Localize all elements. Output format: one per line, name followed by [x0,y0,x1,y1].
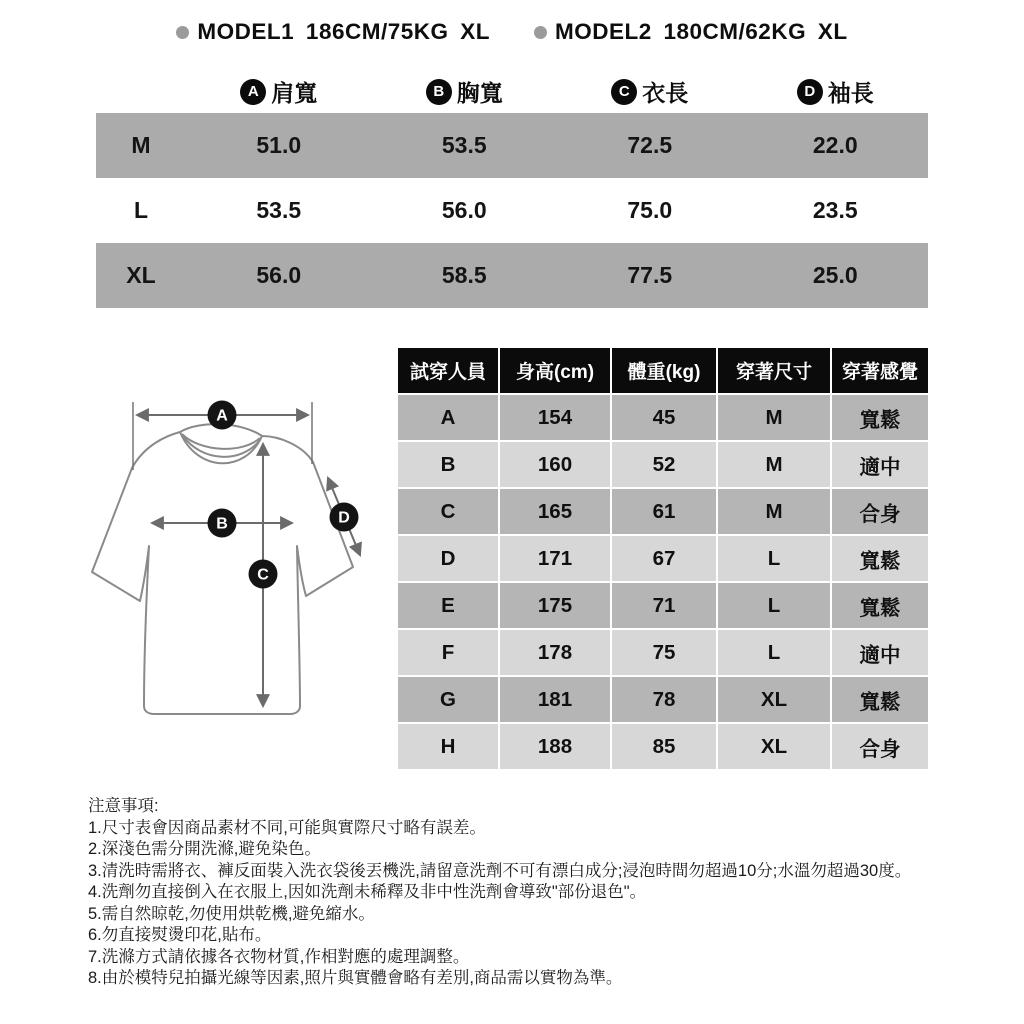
size-table [96,70,928,308]
measure-badge-c: C [611,79,637,105]
fit-table-cell: 寬鬆 [832,583,928,628]
fit-table-header-cell: 穿著感覺 [832,348,928,393]
size-table-row [96,113,928,178]
fit-table-cell: L [718,536,830,581]
fit-table-header-cell: 體重(kg) [612,348,716,393]
size-value-cell: 77.5 [627,262,673,288]
size-column-header [743,75,929,108]
fit-table-cell: 適中 [832,630,928,675]
notes-title: 注意事項: [88,797,159,815]
fit-table-cell: L [718,583,830,628]
model-item [176,19,490,45]
model-item [534,19,848,45]
fit-table-cell: 188 [500,724,610,769]
notes-list [88,818,1024,990]
note-item: 3.清洗時需將衣、褲反面裝入洗衣袋後丟機洗,請留意洗劑不可有漂白成分;浸泡時間勿超過10分;水溫勿超過30度。 [88,861,912,880]
fit-table-cell: 178 [500,630,610,675]
measure-badge-d: D [797,79,823,105]
fit-table [398,348,928,769]
fit-table-cell: 61 [612,489,716,534]
fit-table-cell: 71 [612,583,716,628]
fit-table-header-cell: 試穿人員 [398,348,498,393]
diagram-label-a: A [216,407,228,425]
size-value-cell: 23.5 [812,197,858,223]
size-table-header [96,70,928,113]
fit-table-cell: 寬鬆 [832,536,928,581]
fit-table-cell: 寬鬆 [832,677,928,722]
fit-table-cell: XL [718,724,830,769]
notes-section [88,796,1024,990]
measure-badge-b: B [426,79,452,105]
size-column-label: 胸寬 [456,80,503,106]
size-table-row [96,243,928,308]
diagram-label-d: D [338,509,350,527]
tshirt-outline [92,424,353,714]
bullet-icon [534,26,547,39]
tshirt-measurement-diagram [70,390,390,740]
fit-table-cell: L [718,630,830,675]
size-value-cell: 72.5 [627,132,673,158]
bullet-icon [176,26,189,39]
model-info-bar [0,19,1024,45]
size-value-cell: 25.0 [812,262,858,288]
size-column-header [186,75,372,108]
size-value-cell: 22.0 [812,132,858,158]
fit-table-cell: 45 [612,395,716,440]
model-label: MODEL2 180CM/62KG XL [555,19,848,44]
size-column-label: 衣長 [642,80,689,106]
fit-table-cell: D [398,536,498,581]
fit-table-cell: C [398,489,498,534]
size-value-cell: 53.5 [256,197,302,223]
size-label-cell: L [133,197,149,223]
size-label-cell: M [131,132,151,158]
fit-table-cell: 52 [612,442,716,487]
size-value-cell: 51.0 [256,132,302,158]
note-item: 5.需自然晾乾,勿使用烘乾機,避免縮水。 [88,904,375,923]
fit-table-header-cell: 穿著尺寸 [718,348,830,393]
size-value-cell: 53.5 [441,132,487,158]
fit-table-cell: 165 [500,489,610,534]
fit-table-cell: F [398,630,498,675]
fit-table-cell: XL [718,677,830,722]
fit-table-cell: M [718,442,830,487]
note-item: 4.洗劑勿直接倒入在衣服上,因如洗劑未稀釋及非中性洗劑會導致"部份退色"。 [88,883,647,901]
model-label: MODEL1 186CM/75KG XL [197,19,490,44]
fit-table-cell: M [718,489,830,534]
size-value-cell: 75.0 [627,197,673,223]
fit-table-cell: 合身 [832,724,928,769]
fit-table-cell: B [398,442,498,487]
fit-table-cell: 85 [612,724,716,769]
size-value-cell: 58.5 [441,262,487,288]
fit-table-cell: 181 [500,677,610,722]
size-table-body [96,113,928,308]
fit-table-cell: 寬鬆 [832,395,928,440]
note-item: 6.勿直接熨燙印花,貼布。 [88,926,272,944]
size-label-cell: XL [126,262,156,288]
fit-table-cell: M [718,395,830,440]
fit-table-cell: 175 [500,583,610,628]
note-item: 8.由於模特兒拍攝光線等因素,照片與實體會略有差別,商品需以實物為準。 [88,969,623,987]
note-item: 2.深淺色需分開洗滌,避免染色。 [88,840,321,858]
size-value-cell: 56.0 [256,262,302,288]
diagram-label-b: B [216,515,228,533]
size-column-header [557,75,743,108]
size-column-label: 肩寬 [271,80,318,106]
fit-table-header-cell: 身高(cm) [500,348,610,393]
fit-table-cell: 適中 [832,442,928,487]
fit-table-cell: E [398,583,498,628]
size-table-row [96,178,928,243]
fit-table-cell: 合身 [832,489,928,534]
size-column-header [372,75,558,108]
fit-table-cell: H [398,724,498,769]
note-item: 7.洗滌方式請依據各衣物材質,作相對應的處理調整。 [88,947,470,966]
fit-table-cell: A [398,395,498,440]
size-value-cell: 56.0 [441,197,487,223]
fit-table-cell: 154 [500,395,610,440]
fit-table-cell: 75 [612,630,716,675]
measure-badge-a: A [240,79,266,105]
note-item: 1.尺寸表會因商品素材不同,可能與實際尺寸略有誤差。 [88,818,486,837]
fit-table-cell: 67 [612,536,716,581]
fit-table-cell: 160 [500,442,610,487]
diagram-label-c: C [257,566,269,584]
fit-table-cell: 78 [612,677,716,722]
size-column-label: 袖長 [827,80,874,106]
fit-table-cell: G [398,677,498,722]
fit-table-cell: 171 [500,536,610,581]
